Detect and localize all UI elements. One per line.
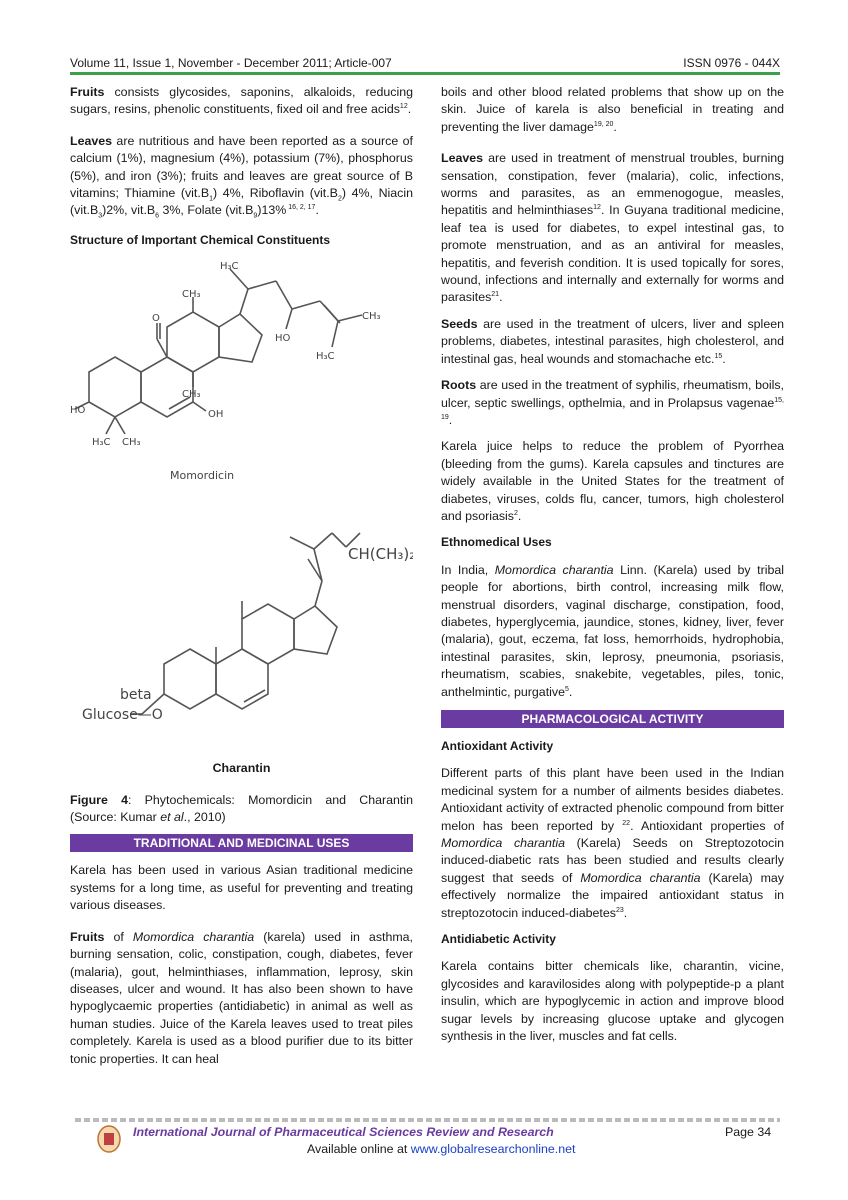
label-beta: beta: [120, 687, 152, 704]
paragraph-leaves-nutrition: Leaves are nutritious and have been reported as a source of calcium (1%), magnesium (4%), potassium (7%), phosphorus (5%), and iron (3%); fruits and leaves are great source of B vitamins; Thiamine $(vit.B_1)$ 4%, Riboflavin $(vit.B_2)$ 4%, Niacin $(vit.B_3)2\%$, $vit.B_6$ 3%, Folate $(vit.B_9)13\%$ $^{16, 2, 17}$.: [70, 133, 414, 220]
left-column: [70, 84, 413, 1077]
charantin-label: Charantin: [212, 761, 271, 776]
website-link[interactable]: www.globalresearchonline.net: [410, 1142, 576, 1156]
label-ho-a: HO: [70, 405, 86, 417]
antioxidant-heading: Antioxidant Activity: [441, 739, 554, 753]
ring-a: [164, 649, 216, 709]
label-oh-b: OH: [208, 409, 224, 421]
label-momordicin: Momordicin: [170, 469, 235, 483]
paragraph-antidiabetic: Karela contains bitter chemicals like, charantin, vicine, glycosides and karavilosides along with polypeptide-p a plant insulin, which are hypoglycemic in action and improve blood sugar levels by increasing glucose uptake and glycogen synthesis in the liver, muscles and fat cells.: [441, 959, 784, 1044]
ethnomedical-heading: Ethnomedical Uses: [441, 535, 552, 550]
paragraph-antioxidant: Different parts of this plant have been used in the Indian medicinal system for a number of ailments besides diabetes. Antioxidant activity of extracted phenolic compound from bitter melon has been reported by $^{22}$. Antioxidant properties of Momordica charantia (Karela) Seeds on Streptozotocin induced-diabetic rats has been studied and results clearly suggest that seeds of Momordica charantia (Karela) may effectively normalize the impaired antioxidant status in streptozotocin induced-diabetes$^{23}$.: [441, 766, 784, 920]
page-number: Page 34: [725, 1125, 772, 1139]
momordicin-structure: [70, 259, 413, 529]
volume-issue: Volume 11, Issue 1, November - December 2011; Article-007: [70, 56, 392, 70]
paragraph-seeds: Seeds are used in the treatment of ulcers, liver and spleen problems, diabetes, intestinal parasites, high cholesterol, and intestinal gas, heal wounds and stomachache etc.$^{15}$.: [441, 316, 784, 366]
paragraph-fruits-uses: Fruits of Momordica charantia (karela) used in asthma, burning sensation, colic, constipation, cough, diabetes, fever (malaria), gout, helminthiases, inflammation, leprosy, skin diseases, ulcer and wound. It has also been shown to have hypoglycaemic properties (antidiabetic) in animal as well as human studies. Juice of the Karela leaves used to treat piles completely. Karela is used as a blood purifier due to its bitter tonic properties. It can heal: [70, 929, 414, 1066]
label-h3c-top: H₃C: [220, 261, 239, 273]
issn: ISSN 0976 - 044X: [683, 56, 780, 70]
ring-d: [294, 606, 337, 654]
section-pharmacological-activity: PHARMACOLOGICAL ACTIVITY: [441, 710, 784, 728]
figure-charantin: [70, 529, 413, 754]
ring-a: [89, 357, 141, 417]
right-column: [441, 84, 784, 1055]
structure-heading: Structure of Important Chemical Constituents: [70, 232, 331, 247]
label-h3c-side: H₃C: [316, 351, 335, 363]
paragraph-juice: Karela juice helps to reduce the problem of Pyorrhea (bleeding from the gums). Karela capsules and tinctures are widely available in the United States for the treatment of diabetes, viruses, colds flu, cancer, tumors, high cholesterol and psoriasis$^2$.: [441, 439, 784, 523]
paragraph-karela-traditional: Karela has been used in various Asian traditional medicine systems for a long time, as useful for preventing and treating various diseases.: [70, 863, 413, 913]
ring-b: [141, 357, 193, 417]
figure-momordicin: [70, 259, 413, 529]
section-traditional-uses: TRADITIONAL AND MEDICINAL USES: [70, 834, 413, 852]
journal-logo-icon: [96, 1124, 122, 1154]
label-ch-ch3: CH(CH₃)₂: [348, 545, 413, 564]
antidiabetic-heading: Antidiabetic Activity: [441, 932, 556, 947]
label-glucose: Glucose—O: [82, 707, 163, 724]
label-ch3-c: CH₃: [182, 289, 201, 301]
label-h3c-a: H₃C: [92, 437, 111, 449]
paragraph-boils: boils and other blood related problems that show up on the skin. Juice of karela is also beneficial in treating and preventing the liver damage$^{19, 20}$.: [441, 85, 784, 134]
paragraph-fruits-constituents: Fruits consists glycosides, saponins, alkaloids, reducing sugars, resins, phenolic constituents, fixed oil and free acids$^{12}$.: [70, 85, 413, 117]
label-ch3-side: CH₃: [362, 311, 381, 323]
label-ch3-a: CH₃: [122, 437, 141, 449]
paragraph-roots: Roots are used in the treatment of syphilis, rheumatism, boils, ulcer, septic swellings, opthelmia, and in Prolapsus vagenae$^{15, 19}$.: [441, 378, 784, 427]
footer-available-online: Available online at www.globalresearchonline.net: [307, 1142, 576, 1156]
ring-d: [219, 314, 262, 362]
footer-journal-name: International Journal of Pharmaceutical Sciences Review and Research: [133, 1125, 554, 1139]
label-ch3-b: CH₃: [182, 389, 201, 401]
ring-b: [216, 649, 268, 709]
paragraph-ethnomedical: In India, Momordica charantia Linn. (Karela) used by tribal people for abortions, birth control, increasing milk flow, menstrual disorders, vaginal discharge, constipation, food, diabetes, hyperglycemia, jaundice, stones, kidney, liver, fever (malaria), gout, eczema, fat loss, hemorrhoids, hydrophobia, intestinal parasites, skin, leprosy, pneumonia, psoriasis, rheumatism, scabies, snakebite, vegetables, piles, tonic, anthelmintic, purgative$^5$.: [441, 562, 784, 699]
label-ho-side: HO: [275, 333, 291, 345]
label-oxygen: O: [152, 313, 160, 325]
paragraph-leaves-uses: Leaves are used in treatment of menstrual troubles, burning sensation, constipation, fever (malaria), colic, infections, worms and parasites, as an emmenogogue, measles, hepatitis and helminthiases$^{12}$. In Guyana traditional medicine, leaf tea is used for diabetes, to expel intestinal gas, to promote menstruation, and as an antiviral for measles, hepatitis, and feverish condition. It is used topically for sores, wound, infections and internally and externally for worms and parasites$^{21}$.: [441, 151, 785, 305]
header-rule: [70, 72, 780, 75]
ring-c: [167, 312, 219, 372]
charantin-structure: [70, 529, 413, 754]
footer-rule: [75, 1118, 780, 1122]
figure-caption: Figure 4: Phytochemicals: Momordicin and Charantin (Source: Kumar et al., 2010): [70, 792, 413, 825]
running-header: [70, 55, 780, 71]
ring-c: [242, 604, 294, 664]
